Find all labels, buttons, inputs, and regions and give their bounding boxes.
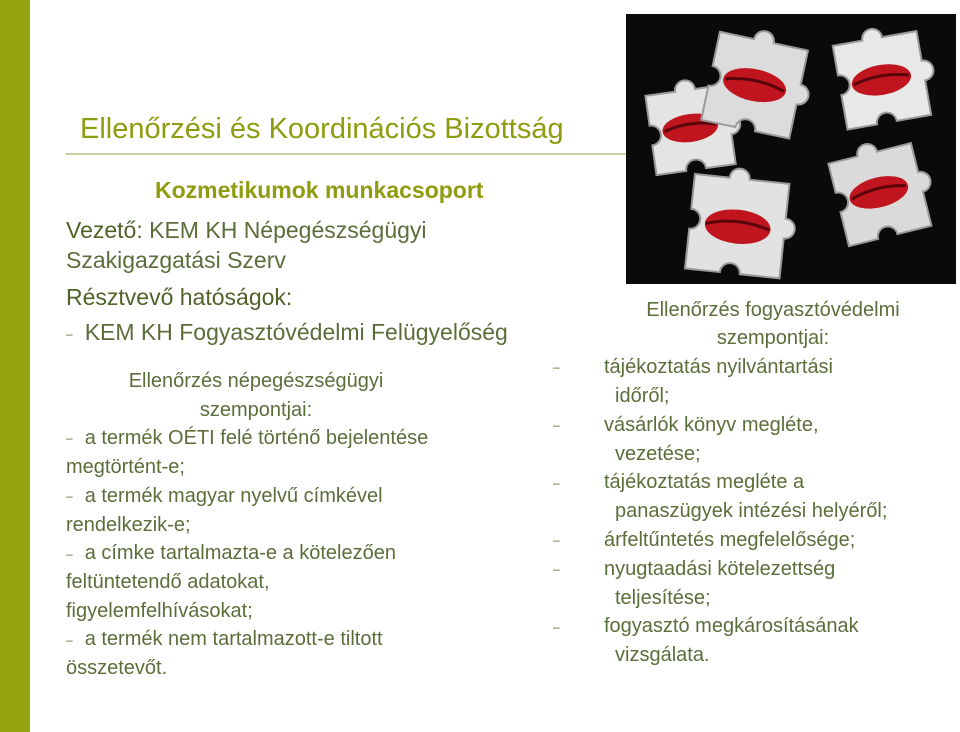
left-section-title-line1: Ellenőrzés népegészségügyi [128, 370, 384, 392]
leader-value-line2: Szakigazgatási Szerv [66, 247, 286, 273]
bullet-dash: – [66, 431, 73, 446]
list-item: – a termék nem tartalmazott-e tiltott összetevőt. [66, 625, 536, 683]
left-section-title [66, 367, 446, 425]
page-title: Ellenőrzési és Koordinációs Bizottság [80, 113, 564, 145]
list-item: – árfeltűntetés megfelelősége; [553, 528, 856, 551]
bullet-dash: – [66, 326, 73, 341]
bullet-dash: – [66, 632, 73, 647]
participant-text: KEM KH Fogyasztóvédelmi Felügyelőség [84, 319, 508, 345]
bullet-dash: – [66, 489, 73, 504]
left-criteria-list [66, 424, 536, 683]
participant-item [66, 319, 508, 346]
leader-label: Vezető: [66, 217, 143, 243]
list-item: – nyugtaadási kötelezettség teljesítése; [553, 557, 836, 609]
list-item: – a termék magyar nyelvű címkével rendelkezik-e; [66, 482, 536, 540]
list-item: – vásárlók könyv megléte, vezetése; [553, 413, 819, 465]
accent-bar [0, 0, 30, 732]
list-item-text: árfeltűntetés megfelelősége; [604, 528, 856, 551]
puzzle-lips-image [626, 14, 956, 284]
participants-label: Résztvevő hatóságok: [66, 284, 293, 310]
leader-value: KEM KH Népegészségügyi [149, 217, 427, 243]
left-section-title-line2: szempontjai: [199, 399, 313, 421]
title-divider [66, 153, 626, 155]
right-section-title-line1: Ellenőrzés fogyasztóvédelmi [646, 299, 900, 321]
list-item: – a címke tartalmazta-e a kötelezően feltüntetendő adatokat, figyelemfelhívásokat; [66, 539, 536, 625]
list-item: – tájékoztatás nyilvántartási időről; [553, 356, 834, 408]
list-item: – a termék OÉTI felé történő bejelentése megtörtént-e; [66, 424, 536, 482]
leader-line [66, 217, 427, 244]
list-item: – fogyasztó megkárosításának vizsgálata. [553, 615, 859, 667]
bullet-dash: – [66, 546, 73, 561]
right-criteria-list [553, 353, 954, 670]
right-section-title [598, 296, 948, 352]
list-item: – tájékoztatás megléte a panaszügyek intézési helyéről; [553, 471, 888, 523]
subtitle: Kozmetikumok munkacsoport [155, 177, 484, 203]
right-section-title-line2: szempontjai: [716, 327, 830, 349]
